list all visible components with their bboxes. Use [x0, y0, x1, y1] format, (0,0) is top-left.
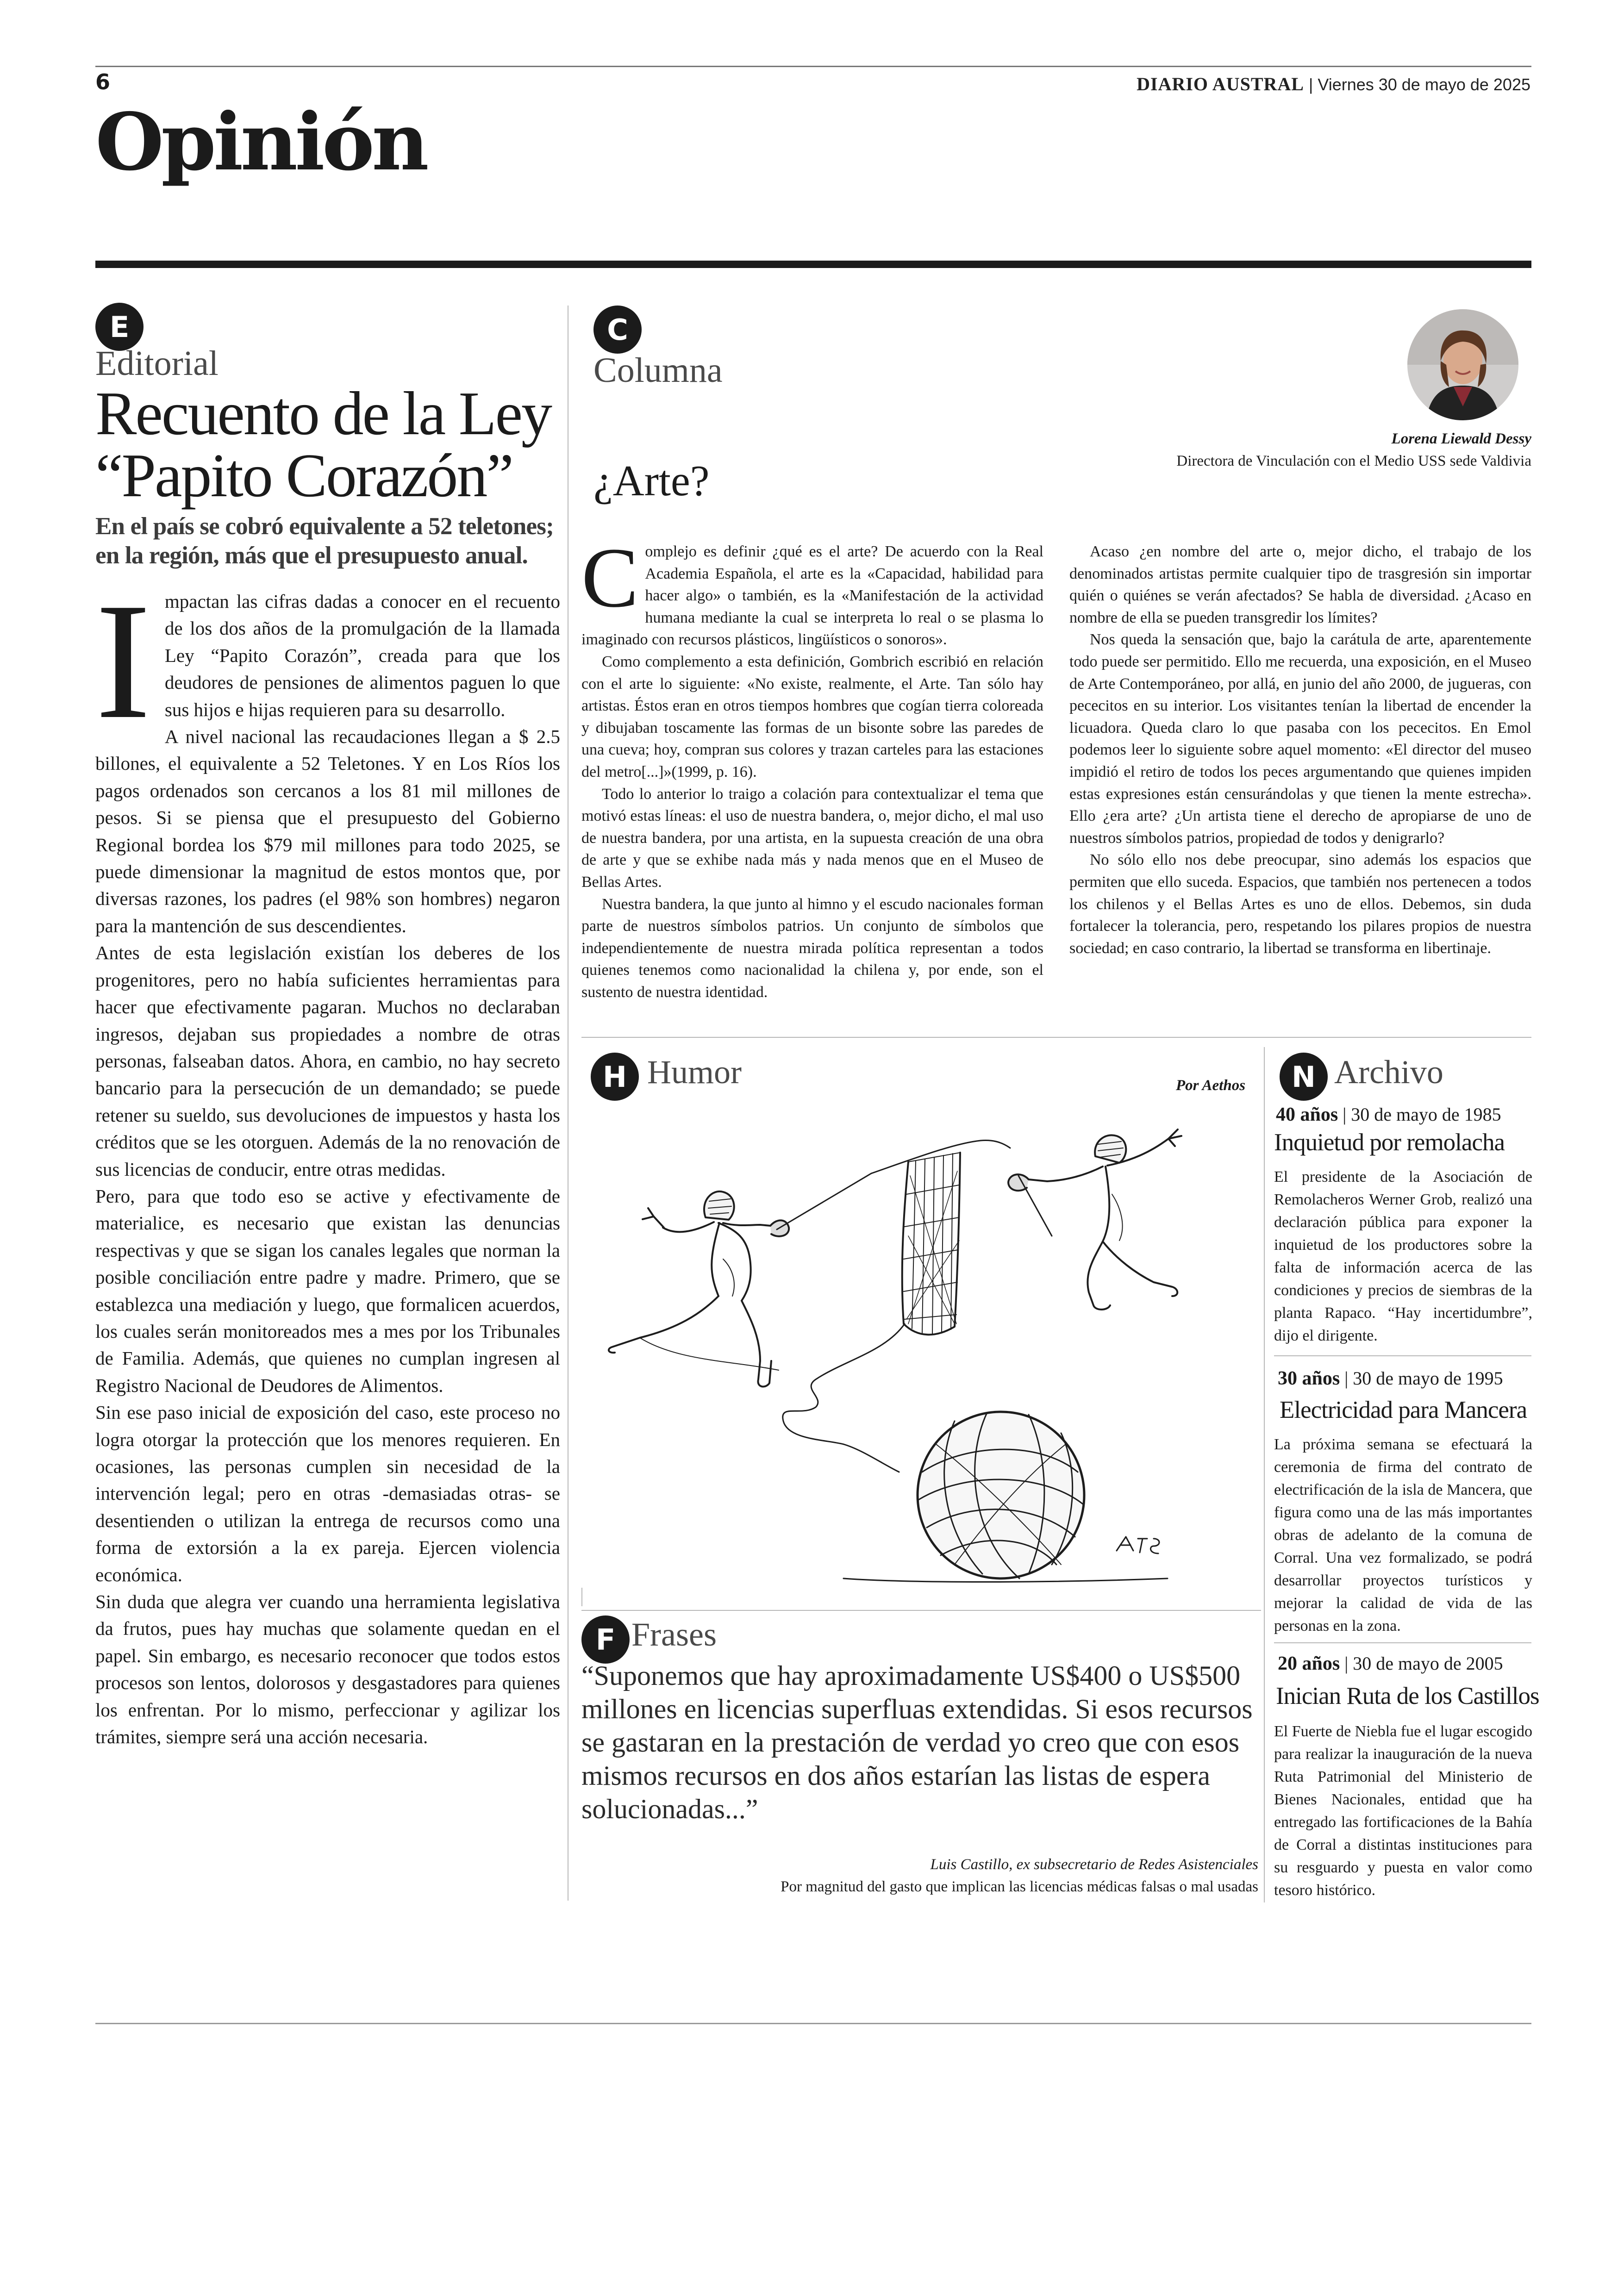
column-kicker: Columna	[593, 351, 723, 390]
column-author-role: Directora de Vinculación con el Medio USS sede Valdivia	[1176, 453, 1531, 469]
archivo-badge-icon: N	[1280, 1053, 1328, 1101]
page-number: 6	[95, 69, 111, 94]
editorial-deck: En el país se cobró equivalente a 52 teletones; en la región, más que el presupuesto anual.	[95, 513, 554, 569]
column-badge-icon: C	[593, 306, 642, 354]
humor-credit: Por Aethos	[1176, 1077, 1246, 1094]
archivo-item-date: 30 años | 30 de mayo de 1995	[1278, 1368, 1503, 1389]
archivo-item-date-text: 30 de mayo de 2005	[1353, 1653, 1503, 1674]
editorial-paragraph: A nivel nacional las recaudaciones llegan a $ 2.5 billones, el equivalente a 52 Teletones. Y en Los Ríos los pagos ordenados son cercanos a los 81 mil millones de pesos. Si se piensa que el presupuesto del Gobierno Regional bordea los $79 mil millones para todo 2025, se puede dimensionar la magnitud de estos montos que, por diversas razones, los padres (el 98% son hombres) negaron para la mantención de sus descendientes.	[95, 726, 560, 936]
author-portrait-icon	[1407, 309, 1518, 420]
footer-rule	[95, 2023, 1531, 2024]
archivo-separator	[1274, 1355, 1531, 1356]
humor-bottom-rule	[581, 1610, 1261, 1611]
column-body-right	[1069, 541, 1531, 959]
archivo-item-date: 40 años | 30 de mayo de 1985	[1276, 1104, 1501, 1125]
column-paragraph: Como complemento a esta definición, Gombrich escribió en relación con el arte lo siguiente: «No existe, realmente, el Arte. Tan sólo hay artistas. Éstos eran en otros tiempos hombres que cogían tierra coloreada y dibujaban toscamente las formas de un bisonte sobre las paredes de una cueva; hoy, compran sus colores y trazan carteles para las estaciones del metro[...]»(1999, p. 16).	[581, 653, 1043, 780]
section-title: Opinión	[95, 96, 426, 188]
fencing-cartoon-icon	[584, 1120, 1255, 1606]
column-paragraph: Todo lo anterior lo traigo a colación para contextualizar el tema que motivó estas líneas: el uso de nuestra bandera, o, mejor dicho, el mal uso de nuestra bandera, por una artista, en la supuesta creación de una obra de arte y que se exhibe nada más y nada menos que en el Museo de Bellas Artes.	[581, 785, 1043, 891]
archivo-item-years: 20 años	[1278, 1653, 1340, 1674]
column-title: ¿Arte?	[593, 457, 710, 505]
top-rule	[95, 66, 1531, 67]
frases-quote: “Suponemos que hay aproximadamente US$400 o US$500 millones en licencias superfluas extendidas. Si esos recursos se gastaran en la prestación de verdad yo creo que con esos mismos recursos en dos años estarían las listas de espera solucionadas...”	[581, 1660, 1253, 1824]
frases-author: Luis Castillo, ex subsecretario de Redes Asistenciales	[930, 1856, 1258, 1873]
column-dropcap: C	[581, 530, 639, 625]
archivo-item-headline: Inician Ruta de los Castillos	[1276, 1683, 1539, 1709]
archivo-item-years: 30 años	[1278, 1368, 1340, 1389]
archivo-separator	[1274, 1642, 1531, 1643]
cartoon-frame-mark	[581, 1588, 582, 1606]
column-paragraph: No sólo ello nos debe preocupar, sino además los espacios que permiten que ello suceda. Espacios, que también nos pertenecen a todos los chilenos y el Bellas Artes es uno de ellos. Debemos, sin duda fortalecer la tolerancia, pero, respetando los pilares propios de nuestra sociedad; en caso contrario, la libertad se transforma en libertinaje.	[1069, 851, 1531, 957]
column-paragraph: Nos queda la sensación que, bajo la carátula de arte, aparentemente todo puede ser permitido. Ello me recuerda, una exposición, en el Museo de Arte Contemporáneo, por allá, en junio del año 2000, de jugueras, con pececitos en su interior. Los visitantes tenían la libertad de encender la licuadora. Queda claro lo que pasaba con los pececitos. En Emol podemos leer lo siguiente sobre aquel momento: «El director del museo impidió el retiro de todos los peces argumentando que quienes impiden estas expresiones están censurándolas y que tienen la mente estrecha». Ello ¿era arte? ¿Un artista tiene el derecho de apropiarse de uno de nuestros símbolos patrios, propiedad de todos y denigrarlo?	[1069, 631, 1531, 847]
archivo-item-date-text: 30 de mayo de 1995	[1353, 1368, 1503, 1389]
author-avatar	[1407, 309, 1518, 420]
editorial-title-line1: Recuento de la Ley	[95, 379, 551, 448]
archivo-divider	[1264, 1047, 1265, 1902]
archivo-item-body: El Fuerte de Niebla fue el lugar escogido para realizar la inauguración de la nueva Ruta Patrimonial del Ministerio de Bienes Nacionales, entidad que ha entregado las fortificaciones de la Bahía de Corral a distintas instituciones para su resguardo y puesta en valor como tesoro histórico.	[1274, 1723, 1532, 1899]
archivo-item-date-text: 30 de mayo de 1985	[1351, 1104, 1501, 1125]
editorial-paragraph: Antes de esta legislación existían los deberes de los progenitores, pero no había suficientes herramientas para hacer que efectivamente pagaran. Muchos no declaraban ingresos, dejaban sus propiedades a nombre de otras personas, falseaban datos. Ahora, en cambio, no hay secreto bancario para la persecución de un demandado; se puede retener su sueldo, sus devoluciones de impuestos y hasta los créditos que se les otorguen. Además de la no renovación de sus licencias de conducir, entre otras medidas.	[95, 942, 560, 1180]
humor-cartoon	[584, 1120, 1255, 1606]
editorial-kicker: Editorial	[95, 344, 219, 383]
editorial-badge-icon: E	[95, 303, 144, 351]
column-paragraph: Acaso ¿en nombre del arte o, mejor dicho, el trabajo de los denominados artistas permite cualquier tipo de trasgresión sin importar quién o quiénes se verán afectados? Se habla de diversidad. ¿Acaso en nombre de ella se pueden transgredir los límites?	[1069, 543, 1531, 626]
humor-kicker: Humor	[647, 1054, 742, 1091]
archivo-kicker: Archivo	[1334, 1054, 1443, 1091]
column-paragraph: Nuestra bandera, la que junto al himno y el escudo nacionales forman parte de nuestros símbolos patrios. Un conjunto de símbolos que independientemente de nuestra mirada política representan a todos quienes tenemos como nacionalidad la chilena y, por ende, son el sustento de nuestra identidad.	[581, 895, 1043, 1001]
editorial-paragraph: mpactan las cifras dadas a conocer en el recuento de los dos años de la promulgación de la llamada Ley “Papito Corazón”, creada para que los deudores de pensiones de alimentos paguen lo que sus hijos e hijas requieren para su desarrollo.	[164, 591, 560, 720]
section-rule	[95, 261, 1531, 268]
frases-context: Por magnitud del gasto que implican las licencias médicas falsas o mal usadas	[781, 1878, 1258, 1895]
archivo-item-date: 20 años | 30 de mayo de 2005	[1278, 1653, 1503, 1674]
editorial-body	[95, 568, 560, 1750]
editorial-dropcap: I	[95, 568, 151, 753]
humor-badge-icon: H	[591, 1053, 639, 1101]
frases-badge-icon: F	[581, 1615, 630, 1664]
archivo-item-body: La próxima semana se efectuará la ceremonia de firma del contrato de electrificación de la isla de Mancera, que figura como una de las más importantes obras de adelanto de la comuna de Corral. Una vez formalizado, se podrá desarrollar proyectos turísticos y mejorar la calidad de vida de las personas en la zona.	[1274, 1436, 1532, 1634]
masthead: DIARIO AUSTRAL | Viernes 30 de mayo de 2025	[1137, 74, 1530, 94]
archivo-item-headline: Electricidad para Mancera	[1280, 1397, 1527, 1423]
editorial-title	[95, 379, 558, 510]
archivo-item-headline: Inquietud por remolacha	[1274, 1129, 1505, 1156]
editorial-paragraph: Sin duda que alegra ver cuando una herramienta legislativa da frutos, pues hay muchas que solamente quedan en el papel. Sin embargo, es necesario reconocer que todos estos procesos son lentos, dolorosos y desgastadores para quienes los enfrentan. Por lo mismo, perfeccionar y agilizar los trámites, siempre será una acción necesaria.	[95, 1591, 560, 1748]
column-body-left	[581, 530, 1043, 1003]
issue-date: Viernes 30 de mayo de 2025	[1318, 75, 1530, 94]
column-author-name: Lorena Liewald Dessy	[1391, 430, 1531, 447]
editorial-paragraph: Pero, para que todo eso se active y efectivamente de materialice, es necesario que existan las denuncias respectivas y que se sigan los canales legales que norman la posible conciliación entre padre y madre. Primero, que se establezca una mediación y luego, que formalicen acuerdos, los cuales serán monitoreados mes a mes por los Tribunales de Familia. Además, que quienes no cumplan ingresen al Registro Nacional de Deudores de Alimentos.	[95, 1185, 560, 1396]
column-bottom-rule	[581, 1037, 1531, 1038]
frases-kicker: Frases	[631, 1616, 717, 1653]
editorial-title-line2: “Papito Corazón”	[95, 441, 512, 510]
editorial-paragraph: Sin ese paso inicial de exposición del caso, este proceso no logra otorgar la protección que los menores requieren. En ocasiones, las personas cumplen sin necesidad de la intervención legal; pero en otras -demasiadas otras- se desentienden o utilizan la entrega de recursos como una forma de extorsión a la ex pareja. Ejercen violencia económica.	[95, 1402, 560, 1585]
archivo-item-years: 40 años	[1276, 1104, 1338, 1125]
archivo-item-body: El presidente de la Asociación de Remolacheros Werner Grob, realizó una declaración pública para exponer la inquietud de los productores sobre la falta de información acerca de las condiciones y precios de siembras de la planta Rapaco. “Hay incertidumbre”, dijo el dirigente.	[1274, 1168, 1532, 1344]
column-paragraph: omplejo es definir ¿qué es el arte? De acuerdo con la Real Academia Española, el arte es la «Capacidad, habilidad para hacer algo» o también, es la «Manifestación de la actividad humana mediante la cual se interpreta lo real o se plasma lo imaginado con recursos plásticos, lingüísticos o sonoros».	[581, 543, 1043, 649]
newspaper-name: DIARIO AUSTRAL	[1137, 74, 1304, 94]
